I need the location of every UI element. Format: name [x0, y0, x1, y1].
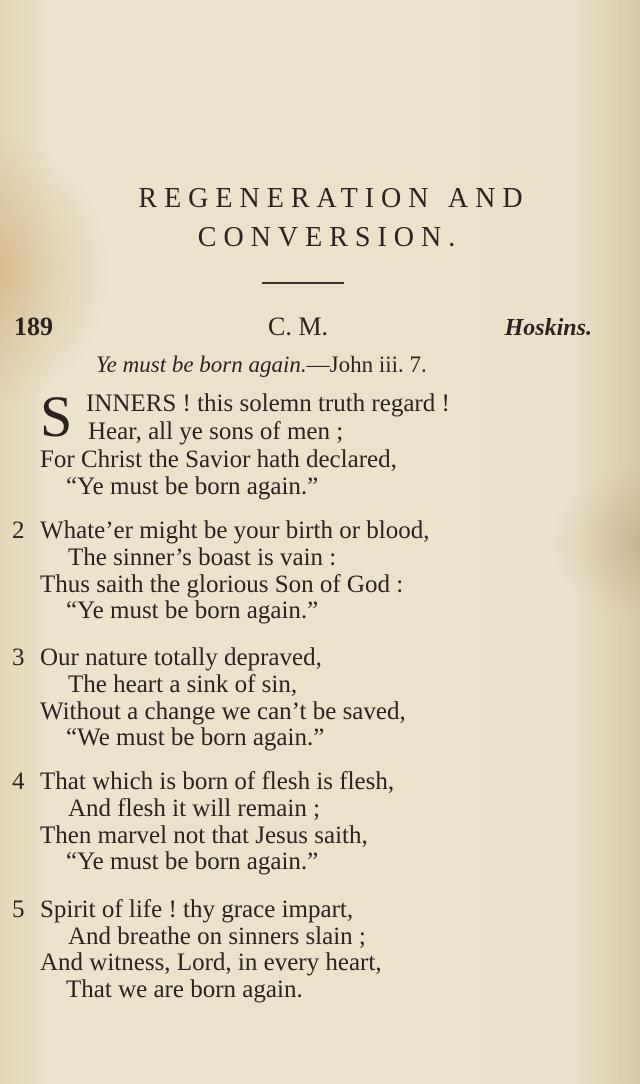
verse-1-line-1: INNERS ! this solemn truth regard ! — [86, 390, 450, 417]
divider-rule — [262, 282, 344, 284]
verse-3-line-2: The heart a sink of sin, — [68, 671, 298, 698]
verse-4-line-4: “Ye must be born again.” — [66, 848, 319, 875]
verse-2-line-3: Thus saith the glorious Son of God : — [40, 571, 404, 598]
verse-5-line-1: Spirit of life ! thy grace impart, — [40, 896, 354, 923]
verse-1-line-2: Hear, all ye sons of men ; — [88, 418, 344, 445]
verse-4-line-1: That which is born of flesh is flesh, — [40, 768, 395, 795]
hymn-meter: C. M. — [268, 312, 328, 341]
verse-3-line-3: Without a change we can’t be saved, — [40, 698, 406, 725]
verse-3-line-4: “We must be born again.” — [66, 724, 325, 751]
verse-2-line-1: Whate’er might be your birth or blood, — [40, 517, 430, 544]
verse-5-line-3: And witness, Lord, in every heart, — [40, 949, 382, 976]
verse-5-line-2: And breathe on sinners slain ; — [68, 923, 366, 950]
verse-1-line-3: For Christ the Savior hath declared, — [40, 446, 397, 473]
verse-4-number: 4 — [12, 768, 25, 795]
epigraph — [96, 352, 427, 378]
section-title-line-1: REGENERATION AND — [138, 183, 530, 214]
hymn-tune: Hoskins. — [504, 315, 592, 341]
verse-2-line-2: The sinner’s boast is vain : — [68, 544, 337, 571]
section-title-line-2: CONVERSION. — [197, 222, 463, 253]
hymn-number: 189 — [14, 312, 53, 341]
verse-5-line-4: That we are born again. — [66, 976, 303, 1003]
epigraph-reference: —John iii. 7. — [306, 352, 427, 377]
verse-3-line-1: Our nature totally depraved, — [40, 644, 322, 671]
epigraph-text: Ye must be born again. — [96, 352, 307, 377]
verse-2-line-4: “Ye must be born again.” — [66, 597, 319, 624]
verse-3-number: 3 — [12, 644, 25, 671]
verse-4-line-3: Then marvel not that Jesus saith, — [40, 822, 368, 849]
verse-5-number: 5 — [12, 896, 25, 923]
verse-2-number: 2 — [12, 517, 25, 544]
drop-cap: S — [40, 384, 73, 449]
verse-4-line-2: And flesh it will remain ; — [68, 795, 321, 822]
verse-1-line-4: “Ye must be born again.” — [66, 473, 319, 500]
